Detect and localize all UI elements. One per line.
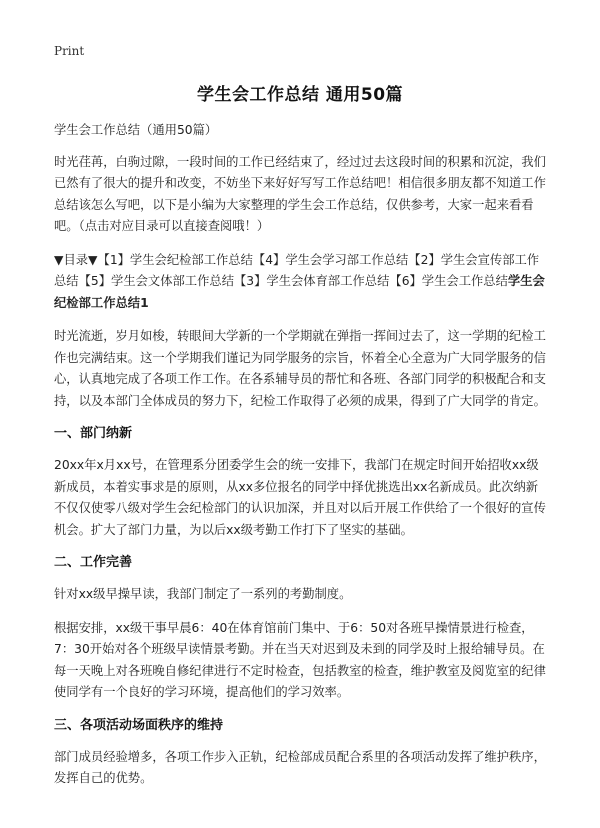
toc-item-3[interactable]: 【3】学生会体育部工作总结 <box>234 274 390 288</box>
article-body <box>54 120 548 802</box>
body-paragraph-2: 20xx年x月xx号，在管理系分团委学生会的统一安排下，我部门在规定时间开始招收xx级新成员，本着实事求是的原则，从xx多位报名的同学中择优挑选出xx名新成员。此次纳新不仅仅使零八级对学生会纪检部门的认识加深，并且对以后开展工作供给了一个很好的宣传机会。扩大了部门力量，为以后xx级考勤工作打下了坚实的基础。 <box>54 458 546 537</box>
section-heading-2: 二、工作完善 <box>54 555 133 570</box>
section-heading-1: 一、部门纳新 <box>54 426 133 441</box>
article-subtitle: 学生会工作总结（通用50篇） <box>54 123 218 137</box>
section-heading-3: 三、各项活动场面秩序的维持 <box>54 717 224 733</box>
body-paragraph-5: 部门成员经验增多，各项工作步入正轨，纪检部成员配合系里的各项活动发挥了维护秩序，发挥自己的优势。 <box>54 749 546 785</box>
body-paragraph-1: 时光流逝，岁月如梭，转眼间大学新的一个学期就在弹指一挥间过去了，这一学期的纪检工作也完满结束。这一个学期我们谨记为同学服务的宗旨，怀着全心全意为广大同学服务的信心，认真地完成了各项工作工作。在各系辅导员的帮忙和各班、各部门同学的积极配合和支持，以及本部门全体成员的努力下，纪检工作取得了必须的成果，得到了广大同学的肯定。 <box>54 329 546 408</box>
page-title: 学生会工作总结 通用50篇 <box>196 85 404 105</box>
table-of-contents <box>54 250 548 315</box>
toc-item-1[interactable]: 【1】学生会纪检部工作总结 <box>97 252 253 267</box>
body-paragraph-3: 针对xx级早操早读，我部门制定了一系列的考勤制度。 <box>54 587 352 601</box>
toc-item-4[interactable]: 【4】学生会学习部工作总结 <box>252 252 409 267</box>
toc-item-6[interactable]: 【6】学生会工作总结 <box>389 274 508 288</box>
toc-item-2[interactable]: 【2】学生会宣传部工作总结 <box>54 252 540 288</box>
print-link[interactable]: Print <box>54 44 85 58</box>
toc-label: ▼目录▼ <box>54 252 98 267</box>
section-title: 学生会纪检部工作总结1 <box>54 274 545 310</box>
intro-paragraph: 时光荏苒，白驹过隙，一段时间的工作已经结束了，经过过去这段时间的积累和沉淀，我们已然有了很大的提升和改变，不妨坐下来好好写写工作总结吧！相信很多朋友都不知道工作总结该怎么写吧，以下是小编为大家整理的学生会工作总结，仅供参考，大家一起来看看吧。（点击对应目录可以直接查阅哦！） <box>54 154 546 233</box>
body-paragraph-4: 根据安排，xx级干事早晨6：40在体育馆前门集中、于6：50对各班早操情景进行检查，7：30开始对各个班级早读情景考勤。并在当天对迟到及未到的同学及时上报给辅导员。在每一天晚上对各班晚自修纪律进行不定时检查，包括教室的检查，维护教室及阅览室的纪律使同学有一个良好的学习环境，提高他们的学习效率。 <box>54 620 546 699</box>
toc-item-5[interactable]: 【5】学生会文体部工作总结 <box>78 274 234 288</box>
